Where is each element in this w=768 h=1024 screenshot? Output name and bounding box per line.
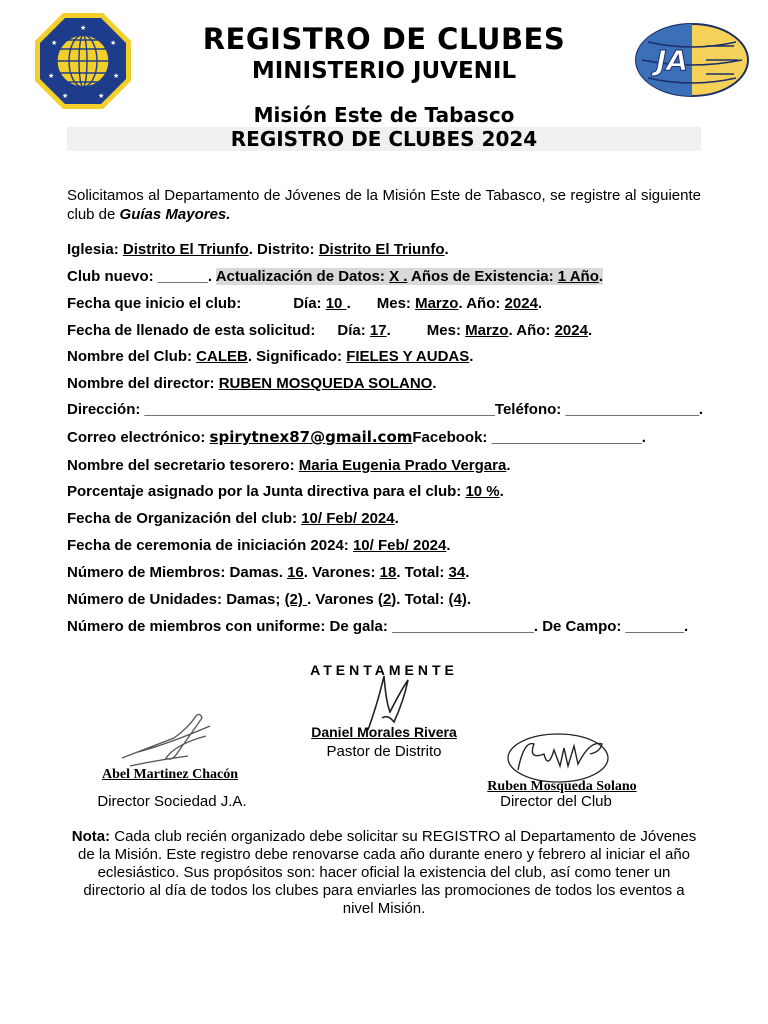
club-status-line: Club nuevo: ______. Actualización de Datos: X . Años de Existencia: 1 Año. — [67, 268, 604, 285]
secretario-line: Nombre del secretario tesorero: Maria Eugenia Prado Vergara. — [67, 457, 511, 474]
club-director-name: Ruben Mosqueda Solano — [487, 779, 637, 794]
atentamente-heading: ATENTAMENTE — [310, 662, 458, 678]
fecha-llenado-line: Fecha de llenado de esta solicitud: Día: 17. Mes: Marzo. Año: 2024. — [67, 322, 593, 339]
ja-logo-text: JA — [656, 44, 689, 77]
ceremonia-line: Fecha de ceremonia de iniciación 2024: 10/ Feb/ 2024. — [67, 537, 451, 554]
svg-text:★: ★ — [48, 72, 55, 80]
unidades-varones: 2 — [382, 591, 392, 608]
significado: FIELES Y AUDAS — [346, 348, 470, 365]
miembros-damas: 16 — [287, 564, 304, 581]
iglesia-label: Iglesia: — [67, 241, 123, 258]
director-label: Nombre del director: — [67, 375, 219, 392]
nota-label: Nota: — [71, 828, 111, 845]
sociedad-signature — [118, 708, 218, 772]
secretario-value: Maria Eugenia Prado Vergara — [298, 457, 507, 474]
pastor-role: Pastor de Distrito — [326, 743, 442, 760]
miembros-label: Número de Miembros: Damas. — [67, 564, 288, 581]
svg-text:★: ★ — [80, 24, 87, 32]
uniforme-line: Número de miembros con uniforme: De gala: _________________. De Campo: _______. — [67, 618, 689, 635]
ceremonia-label: Fecha de ceremonia de iniciación 2024: — [67, 537, 353, 554]
actualizacion-value: X . — [389, 268, 408, 285]
distrito-value: Distrito El Triunfo — [318, 241, 445, 258]
club-type: Guías Mayores. — [119, 206, 231, 223]
ceremonia-value: 10/ Feb/ 2024 — [352, 537, 447, 554]
director-line: Nombre del director: RUBEN MOSQUEDA SOLANO. — [67, 375, 437, 392]
fecha-inicio-line: Fecha que inicio el club: Día: 10 . Mes: Marzo. Año: 2024. — [67, 295, 543, 312]
registration-year-title: REGISTRO DE CLUBES 2024 — [67, 127, 701, 151]
intro-paragraph — [67, 186, 701, 224]
iglesia-line: Iglesia: Distrito El Triunfo. Distrito: Distrito El Triunfo. — [67, 241, 449, 258]
llenado-dia-label: Día: — [337, 322, 370, 339]
correo-label: Correo electrónico: — [67, 429, 210, 446]
unidades-varones-label: . Varones ( — [307, 591, 383, 608]
distrito-label: . Distrito: — [248, 241, 319, 258]
unidades-label: Número de Unidades: Damas; — [67, 591, 285, 608]
club-nuevo: Club nuevo: ______. — [67, 268, 213, 285]
correo-value: spirytnex87@gmail.com — [209, 428, 413, 446]
sociedad-director-role: Director Sociedad J.A. — [97, 793, 247, 810]
pastor-name: Daniel Morales Rivera — [311, 724, 457, 740]
organizacion-value: 10/ Feb/ 2024 — [301, 510, 395, 527]
inicio-label: Fecha que inicio el club: — [67, 295, 242, 312]
direccion-line: Dirección: __________________________________________Teléfono: ________________. — [67, 401, 704, 418]
porcentaje-line: Porcentaje asignado por la Junta directiva para el club: 10 %. — [67, 483, 504, 500]
llenado-label: Fecha de llenado de esta solicitud: — [67, 322, 316, 339]
unidades-damas: (2) — [284, 591, 308, 608]
svg-text:★: ★ — [98, 92, 105, 100]
inicio-ano-label: . Año: — [458, 295, 505, 312]
secretario-label: Nombre del secretario tesorero: — [67, 457, 299, 474]
llenado-ano: 2024 — [554, 322, 588, 339]
porcentaje-value: 10 % — [465, 483, 500, 500]
llenado-mes: Marzo — [465, 322, 509, 339]
inicio-ano: 2024 — [504, 295, 538, 312]
llenado-mes-label: Mes: — [426, 322, 466, 339]
page-title: REGISTRO DE CLUBES — [202, 22, 566, 56]
svg-text:★: ★ — [51, 39, 58, 47]
organizacion-label: Fecha de Organización del club: — [67, 510, 302, 527]
inicio-mes: Marzo — [415, 295, 459, 312]
director-name: RUBEN MOSQUEDA SOLANO — [218, 375, 433, 392]
svg-text:★: ★ — [110, 39, 117, 47]
unidades-total: (4) — [448, 591, 467, 608]
intro-text: Solicitamos al Departamento de Jóvenes de la Misión Este de Tabasco, se registre al siguiente club de — [67, 187, 701, 223]
unidades-total-label: ). Total: — [391, 591, 449, 608]
anos-value: 1 Año — [557, 268, 599, 285]
organizacion-line: Fecha de Organización del club: 10/ Feb/ 2024. — [67, 510, 399, 527]
nota-text: Cada club recién organizado debe solicitar su REGISTRO al Departamento de Jóvenes de la Misión. Este registro debe renovarse cada año durante enero y febrero al iniciar el año eclesiástico. Sus propósitos son: hacer oficial la existencia del club, así como tener un directorio al día de todos los clubes para enviarles las promociones de todos los eventos a nivel Misión. — [77, 828, 697, 917]
sociedad-director-name: Abel Martinez Chacón — [101, 767, 239, 782]
mission-name: Misión Este de Tabasco — [253, 103, 515, 127]
inicio-dia: 10 — [325, 295, 347, 312]
club-director-role: Director del Club — [500, 793, 612, 810]
svg-text:★: ★ — [62, 92, 69, 100]
unidades-line: Número de Unidades: Damas; (2) . Varones (2). Total: (4). — [67, 591, 472, 608]
llenado-dia: 17 — [369, 322, 387, 339]
correo-line — [67, 428, 727, 446]
nota-paragraph — [67, 828, 701, 918]
iglesia-value: Distrito El Triunfo — [122, 241, 249, 258]
llenado-ano-label: . Año: — [508, 322, 555, 339]
anos-label: Años de Existencia: — [411, 268, 558, 285]
significado-label: . Significado: — [247, 348, 347, 365]
miembros-varones-label: . Varones: — [303, 564, 380, 581]
page-subtitle: MINISTERIO JUVENIL — [251, 58, 517, 84]
miembros-line: Número de Miembros: Damas. 16. Varones: 18. Total: 34. — [67, 564, 470, 581]
actualizacion-label: Actualización de Datos: — [215, 268, 390, 285]
nombre-club: CALEB — [196, 348, 248, 365]
facebook-field: Facebook: __________________. — [412, 429, 646, 446]
svg-text:★: ★ — [113, 72, 120, 80]
miembros-varones: 18 — [379, 564, 397, 581]
inicio-dia-label: Día: — [293, 295, 326, 312]
miembros-total: 34 — [448, 564, 466, 581]
nombre-club-line: Nombre del Club: CALEB. Significado: FIELES Y AUDAS. — [67, 348, 474, 365]
porcentaje-label: Porcentaje asignado por la Junta directiva para el club: — [67, 483, 466, 500]
nombre-club-label: Nombre del Club: — [67, 348, 197, 365]
miembros-total-label: . Total: — [396, 564, 449, 581]
inicio-mes-label: Mes: — [376, 295, 416, 312]
